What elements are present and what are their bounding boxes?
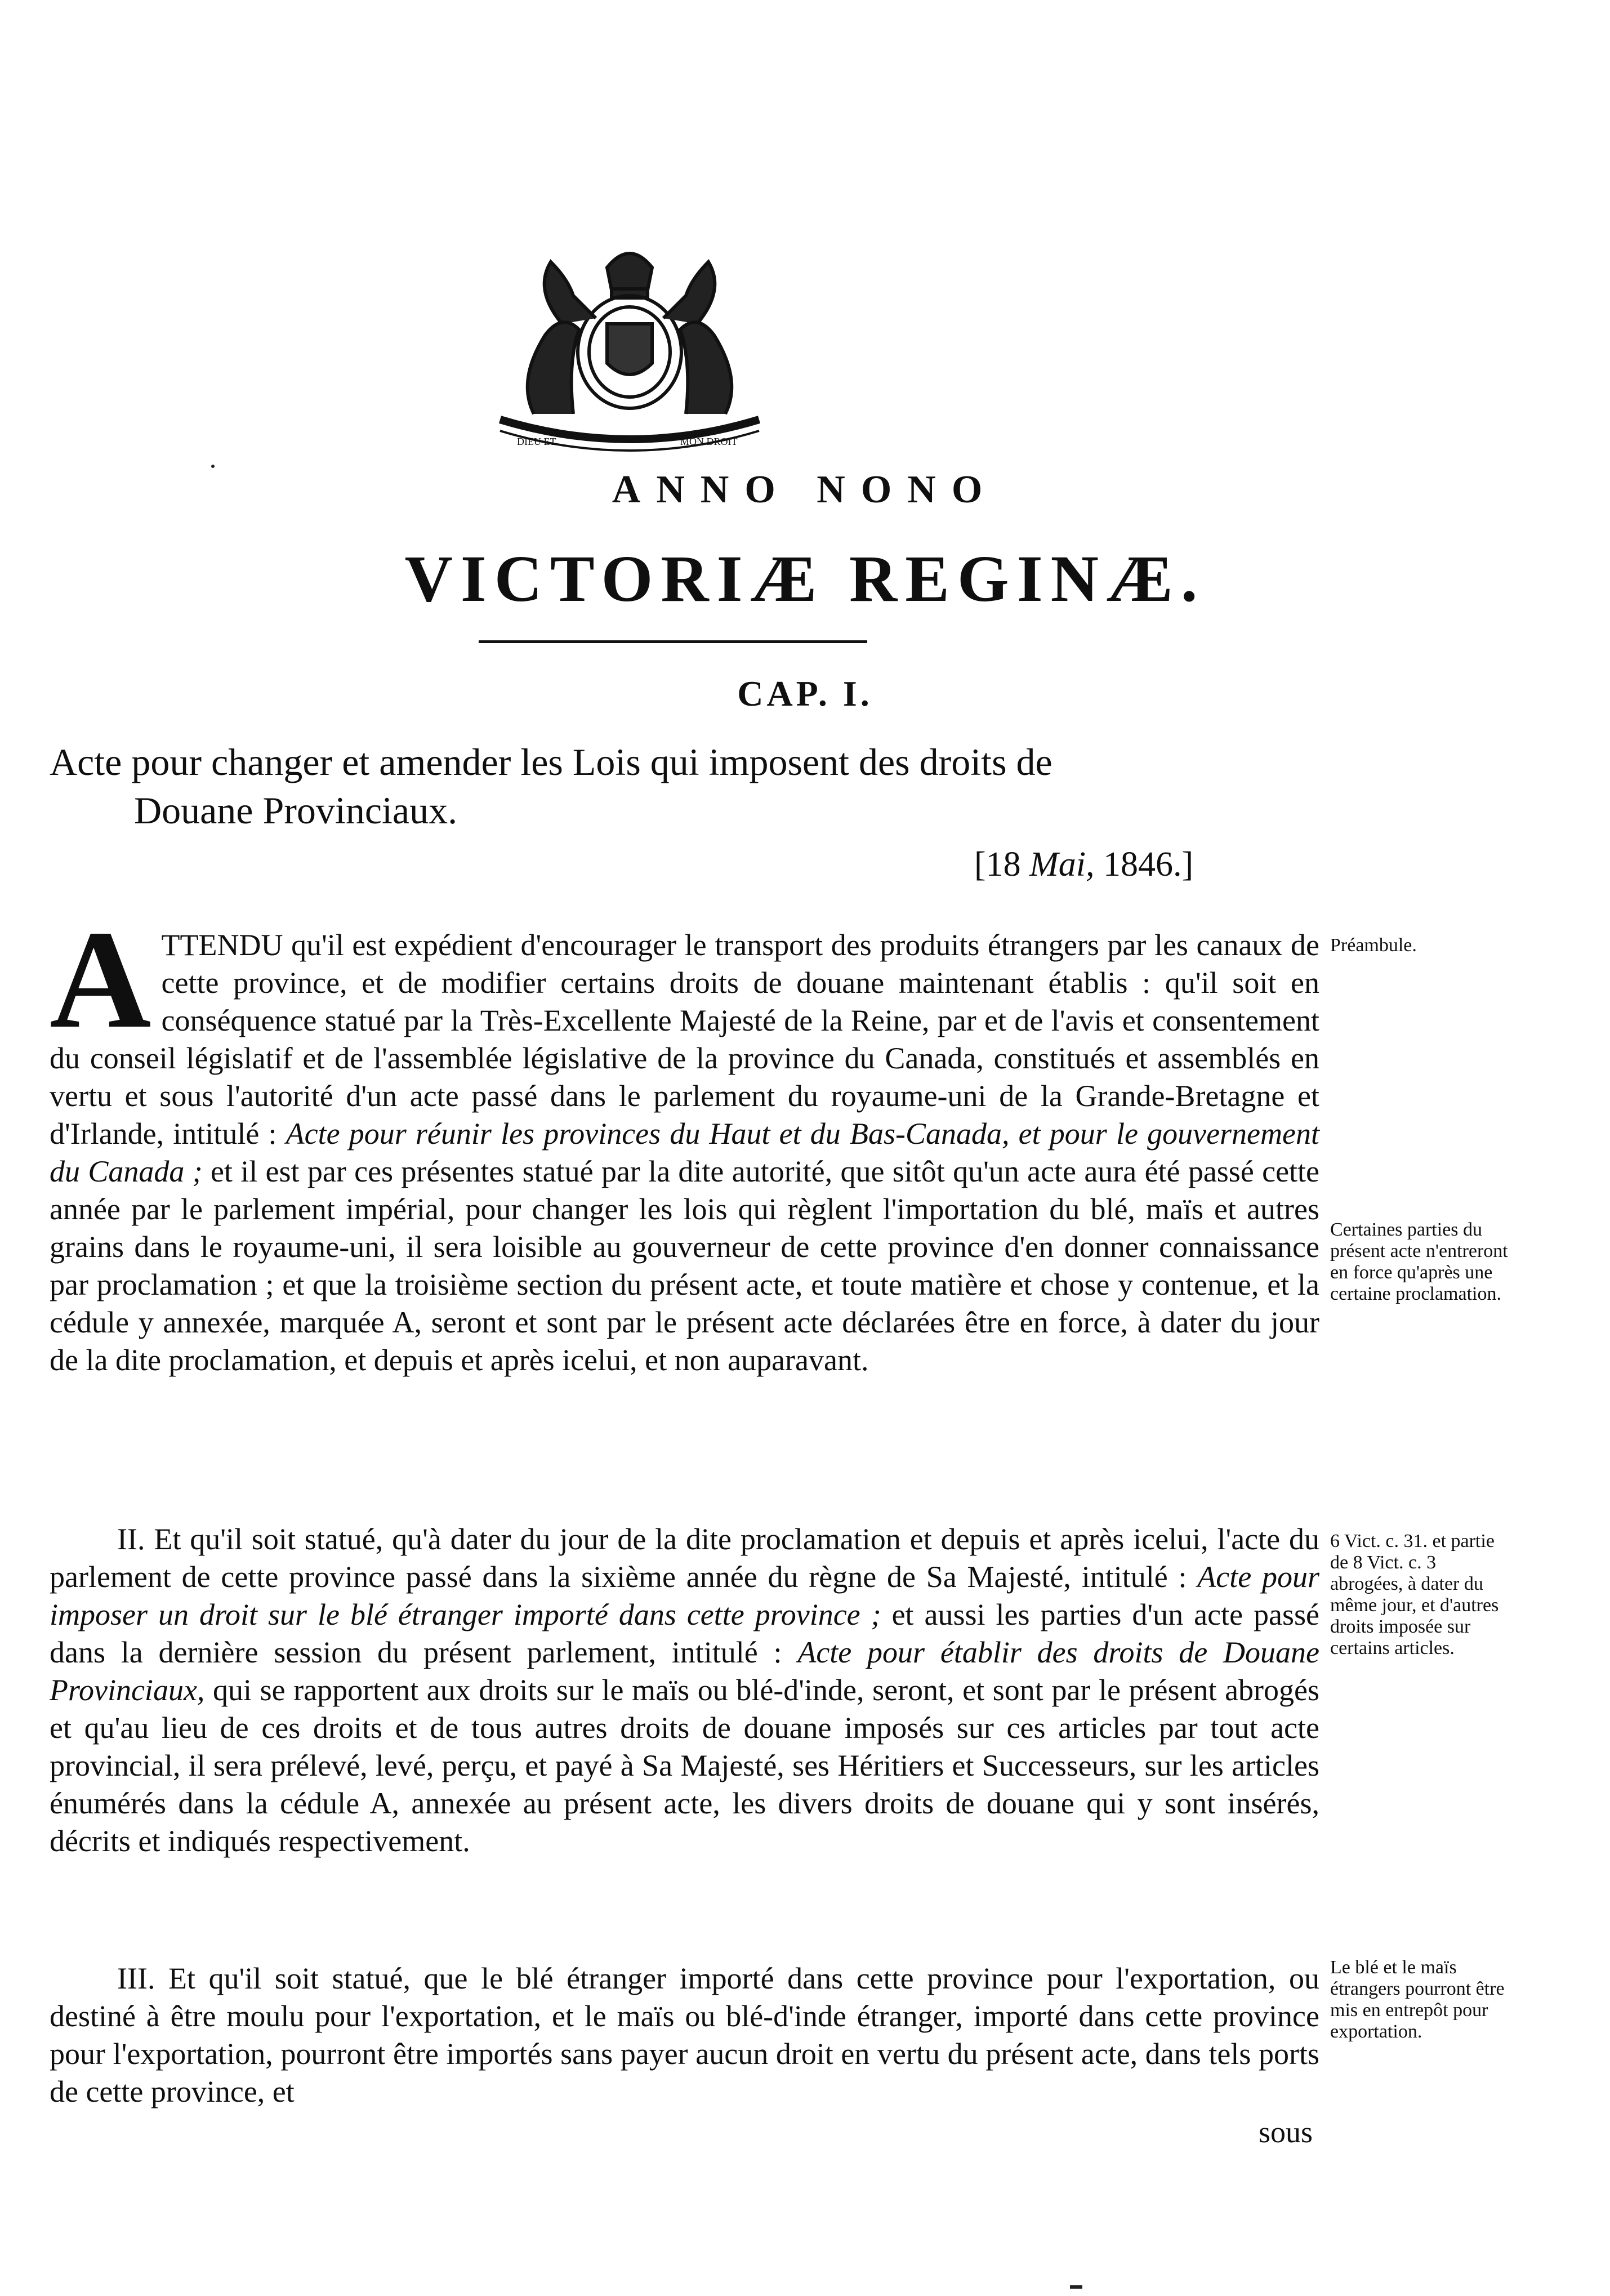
- royal-coat-of-arms-icon: [478, 228, 782, 453]
- act-title: [50, 738, 1334, 835]
- section-2-act-title-1: Acte pour imposer un droit sur le blé étranger importé dans cette province ;: [50, 1560, 1319, 1631]
- preamble-paragraph: [50, 902, 1320, 1379]
- section-3-number: III.: [117, 1961, 155, 1995]
- margin-note-certaines: Certaines parties du présent acte n'entreront en force qu'après une certaine proclamation.: [1330, 1219, 1508, 1304]
- catchword: sous: [1259, 2115, 1313, 2149]
- margin-note-vict: 6 Vict. c. 31. et partie de 8 Vict. c. 3 abrogées, à dater du même jour, et d'autres droits imposée sur certains articles.: [1330, 1531, 1499, 1659]
- preamble-act-title: Acte pour réunir les provinces du Haut et du Bas-Canada, et pour le gouvernement du Canada ;: [50, 1117, 1319, 1188]
- section-2-number: II.: [117, 1522, 145, 1556]
- divider-rule: [479, 640, 867, 643]
- reign-heading: VICTORIÆ REGINÆ.: [404, 542, 1206, 616]
- date-close: 1846.]: [1094, 845, 1194, 884]
- act-title-line1: Acte pour changer et amender les Lois qui imposent des droits de: [50, 741, 1052, 783]
- section-3-paragraph: [50, 1960, 1319, 2111]
- date-open: [18: [974, 845, 1030, 884]
- section-2-text-2: et aussi les parties d'un acte passé dans la dernière session du présent parlement, intitulé :: [50, 1598, 1320, 1669]
- margin-note-preambule: Préambule.: [1330, 935, 1417, 956]
- preamble-text-2: et il est par ces présentes statué par la dite autorité, que sitôt qu'un acte aura été passé cette année par le parlement impérial, pour changer les lois qui règlent l'importation du blé, maïs et autres grains dans le royaume-uni, il sera loisible au gouverneur de cette province d'en donner connaissance par proclamation ; et que la troisième section du présent acte, et toute matière et chose y contenue, et la cédule y annexée, marquée A, seront et sont par le présent acte déclarées être en force, à dater du jour de la dite proclamation, et depuis et après icelui, et non auparavant.: [50, 1154, 1320, 1377]
- act-title-line2: Douane Provinciaux.: [134, 789, 458, 832]
- chapter-heading: CAP. I.: [737, 674, 873, 714]
- section-2-text-1: Et qu'il soit statué, qu'à dater du jour de la dite proclamation et depuis et après icelui, l'acte du parlement de cette province passé dans la sixième année du règne de Sa Majesté, intitulé :: [50, 1522, 1320, 1594]
- drop-cap: A: [50, 902, 151, 1058]
- svg-text:MON DROIT: MON DROIT: [680, 436, 738, 447]
- act-date: [974, 845, 1193, 885]
- margin-note-ble: Le blé et le maïs étrangers pourront être mis en entrepôt pour exportation.: [1330, 1957, 1505, 2042]
- ink-speck-bottom: [1070, 2285, 1082, 2289]
- section-3-text: Et qu'il soit statué, que le blé étranger importé dans cette province pour l'exportation, ou destiné à être moulu pour l'exportation, et le maïs ou blé-d'inde étranger, importé dans cette province pour l'exportation, pourront être importés sans payer aucun droit en vertu du présent acte, dans tels ports de cette province, et: [50, 1961, 1319, 2108]
- section-2-act-title-2: Acte pour établir des droits de Douane Provinciaux,: [50, 1635, 1319, 1707]
- svg-text:DIEU ET: DIEU ET: [517, 436, 556, 447]
- section-2-text-3: qui se rapportent aux droits sur le maïs ou blé-d'inde, seront, et sont par le présent abrogés et qu'au lieu de ces droits et de tous autres droits de douane imposés sur ces articles par tout acte provincial, il sera prélevé, levé, perçu, et payé à Sa Majesté, ses Héritiers et Successeurs, sur les articles énumérés dans la cédule A, annexée au présent acte, les divers droits de douane qui y sont insérés, décrits et indiqués respectivement.: [50, 1673, 1319, 1858]
- preamble-text-1: TTENDU qu'il est expédient d'encourager le transport des produits étrangers par les canaux de cette province, et de modifier certains droits de douane maintenant établis : qu'il soit en conséquence statué par la Très-Excellente Majesté de la Reine, par et de l'avis et consentement du conseil législatif et de l'assemblée législative de la province du Canada, constitués et assemblés en vertu et sous l'autorité d'un acte passé dans le parlement du royaume-uni de la Grande-Bretagne et d'Irlande, intitulé :: [50, 928, 1319, 1151]
- section-2-paragraph: [50, 1521, 1319, 1860]
- anno-heading: ANNO NONO: [612, 468, 998, 511]
- date-month: Mai,: [1029, 845, 1095, 884]
